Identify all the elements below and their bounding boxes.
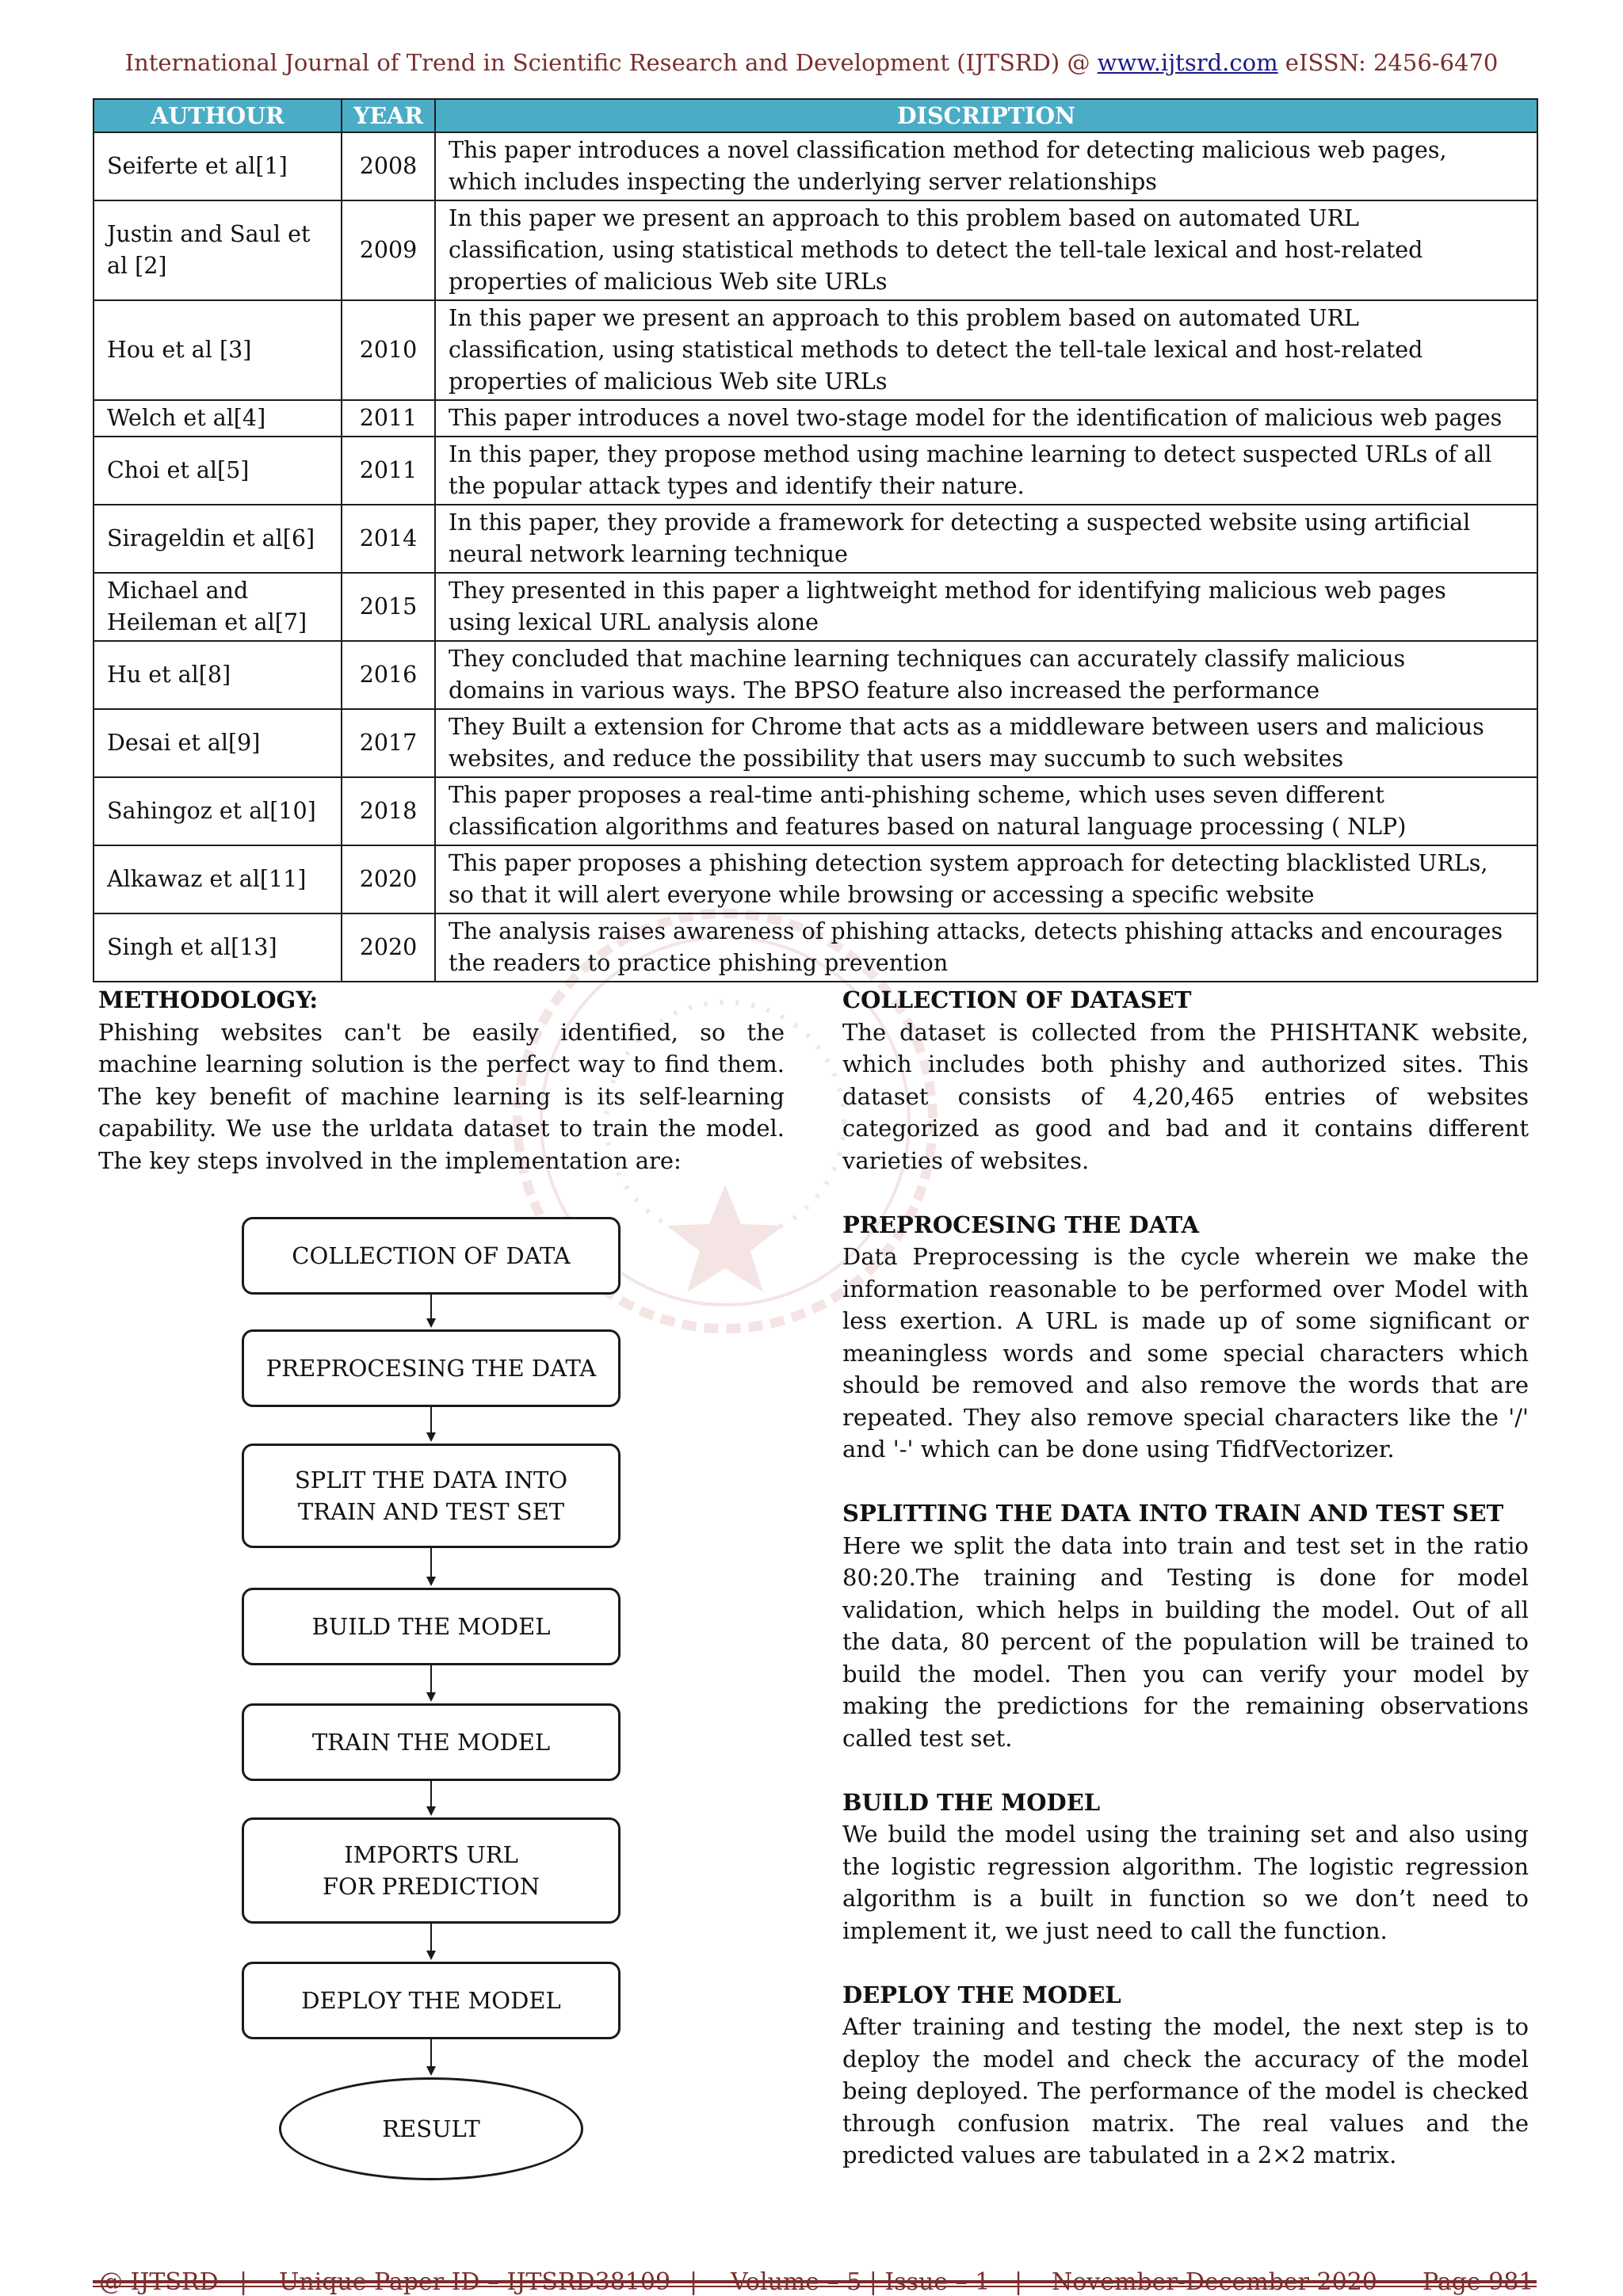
col-header-author: AUTHOUR [94, 99, 342, 132]
description-line: neural network learning technique [449, 541, 848, 567]
flow-arrow [426, 1924, 436, 1960]
cell-author: Justin and Saul et al [2] [94, 200, 342, 300]
cell-year: 2008 [342, 132, 435, 200]
description-line: classification algorithms and features based on natural language processing ( NLP) [449, 814, 1407, 840]
cell-description [435, 845, 1537, 913]
journal-link[interactable]: www.ijtsrd.com [1097, 49, 1278, 76]
description-line: properties of malicious Web site URLs [449, 269, 888, 295]
description-line: The analysis raises awareness of phishing attacks, detects phishing attacks and encourages [449, 918, 1503, 944]
cell-author: Seiferte et al[1] [94, 132, 342, 200]
cell-description [435, 913, 1537, 982]
section-gap [842, 1754, 1529, 1787]
cell-author: Desai et al[9] [94, 709, 342, 777]
cell-year: 2011 [342, 437, 435, 505]
footer-separator: | [689, 2268, 698, 2296]
description-line: In this paper we present an approach to this problem based on automated URL [449, 205, 1359, 231]
description-line: This paper proposes a phishing detection system approach for detecting blacklisted URLs, [449, 850, 1488, 876]
section-heading: PREPROCESING THE DATA [842, 1211, 1199, 1238]
flow-step-train: TRAIN THE MODEL [242, 1703, 621, 1781]
section-heading: DEPLOY THE MODEL [842, 1981, 1121, 2008]
table-body [94, 132, 1537, 982]
col-header-description: DISCRIPTION [435, 99, 1537, 132]
description-line: properties of malicious Web site URLs [449, 368, 888, 395]
description-line: In this paper we present an approach to this problem based on automated URL [449, 305, 1359, 331]
description-line: which includes inspecting the underlying server relationships [449, 169, 1157, 195]
cell-description [435, 709, 1537, 777]
cell-author: Michael and Heileman et al[7] [94, 573, 342, 641]
description-line: They Built a extension for Chrome that acts as a middleware between users and malicious [449, 714, 1484, 740]
cell-year: 2020 [342, 845, 435, 913]
flow-arrow [426, 2039, 436, 2076]
table-row [94, 505, 1537, 573]
flow-arrow [426, 1781, 436, 1816]
flow-step-import-url: IMPORTS URL FOR PREDICTION [242, 1817, 621, 1924]
table-row [94, 709, 1537, 777]
description-line: This paper proposes a real-time anti-phishing scheme, which uses seven different [449, 782, 1384, 808]
section-heading: COLLECTION OF DATASET [842, 986, 1192, 1013]
cell-description [435, 437, 1537, 505]
cell-description [435, 300, 1537, 400]
flow-step-build: BUILD THE MODEL [242, 1588, 621, 1665]
flow-arrow [426, 1548, 436, 1586]
cell-description [435, 777, 1537, 845]
description-line: They presented in this paper a lightweight method for identifying malicious web pages [449, 578, 1446, 604]
cell-author: Alkawaz et al[11] [94, 845, 342, 913]
cell-author: Hou et al [3] [94, 300, 342, 400]
cell-year: 2010 [342, 300, 435, 400]
table-row [94, 200, 1537, 300]
journal-name: International Journal of Trend in Scientific Research and Development (IJTSRD) @ [124, 49, 1098, 76]
table-row [94, 573, 1537, 641]
cell-description [435, 505, 1537, 573]
table-row [94, 300, 1537, 400]
cell-year: 2009 [342, 200, 435, 300]
table-row [94, 913, 1537, 982]
journal-header [0, 49, 1623, 76]
flow-step-collection: COLLECTION OF DATA [242, 1217, 621, 1295]
footer-separator: | [239, 2268, 248, 2296]
methodology-block [98, 984, 785, 1177]
cell-author: Hu et al[8] [94, 641, 342, 709]
cell-author: Welch et al[4] [94, 400, 342, 437]
cell-year: 2011 [342, 400, 435, 437]
cell-year: 2015 [342, 573, 435, 641]
description-line: In this paper, they provide a framework for detecting a suspected website using artificial [449, 509, 1471, 536]
cell-year: 2014 [342, 505, 435, 573]
section-text: We build the model using the training set and also using the logistic regression algorithm. The logistic regression algorithm is a built in function so we don’t need to implement it, we just need to call the function. [842, 1821, 1529, 1944]
cell-author: Choi et al[5] [94, 437, 342, 505]
section-gap [842, 1947, 1529, 1979]
section-text: The dataset is collected from the PHISHTANK website, which includes both phishy and authorized sites. This dataset consists of 4,20,465 entries of websites categorized as good and bad and it contains different varieties of websites. [842, 1018, 1529, 1174]
description-line: websites, and reduce the possibility that users may succumb to such websites [449, 746, 1344, 772]
footer-publisher-label: @ IJTSRD [99, 2268, 219, 2296]
footer-date: November-December 2020 [1052, 2268, 1377, 2296]
cell-description [435, 400, 1537, 437]
table-row [94, 641, 1537, 709]
table-row [94, 132, 1537, 200]
flow-step-split: SPLIT THE DATA INTO TRAIN AND TEST SET [242, 1444, 621, 1548]
cell-author: Sahingoz et al[10] [94, 777, 342, 845]
footer-paper-id: Unique Paper ID – IJTSRD38109 [279, 2268, 671, 2296]
col-header-year: YEAR [342, 99, 435, 132]
section-text: Data Preprocessing is the cycle wherein we make the information reasonable to be performed over Model with less exertion. A URL is made up of some significant or meaningless words and some special characters which should be removed and also remove the words that are repeated. They also remove special characters like the '/' and '-' which can be done using TfidfVectorizer. [842, 1243, 1529, 1463]
section-heading: BUILD THE MODEL [842, 1788, 1101, 1816]
description-line: using lexical URL analysis alone [449, 609, 819, 635]
description-line: so that it will alert everyone while browsing or accessing a specific website [449, 882, 1315, 908]
methodology-heading: METHODOLOGY: [98, 986, 319, 1013]
description-line: the readers to practice phishing prevention [449, 950, 949, 976]
section-text: After training and testing the model, the next step is to deploy the model and check the accuracy of the model being deployed. The performance of the model is checked through confusion matrix. The real values and the predicted values are tabulated in a 2×2 matrix. [842, 2013, 1529, 2168]
table-row [94, 400, 1537, 437]
cell-description [435, 132, 1537, 200]
table-header-row [94, 99, 1537, 132]
cell-description [435, 641, 1537, 709]
footer-volume: Volume – 5 | Issue – 1 [731, 2268, 991, 2296]
cell-year: 2020 [342, 913, 435, 982]
cell-author: Singh et al[13] [94, 913, 342, 982]
table-row [94, 777, 1537, 845]
flow-step-deploy: DEPLOY THE MODEL [242, 1962, 621, 2039]
section-gap [842, 1177, 1529, 1209]
cell-year: 2017 [342, 709, 435, 777]
journal-issn: eISSN: 2456-6470 [1277, 49, 1499, 76]
description-line: This paper introduces a novel classification method for detecting malicious web pages, [449, 137, 1447, 163]
flow-arrow [426, 1665, 436, 1702]
table-row [94, 437, 1537, 505]
flow-end-result: RESULT [279, 2077, 583, 2180]
cell-description [435, 200, 1537, 300]
methodology-text: Phishing websites can't be easily identified, so the machine learning solution is the perfect way to find them. The key benefit of machine learning is its self-learning capability. We use the urldata dataset to train the model. The key steps involved in the implementation are: [98, 1018, 785, 1174]
footer-separator: | [1014, 2268, 1023, 2296]
description-line: classification, using statistical methods to detect the tell-tale lexical and host-related [449, 337, 1423, 363]
table-row [94, 845, 1537, 913]
footer-line [0, 2268, 1623, 2296]
cell-author: Sirageldin et al[6] [94, 505, 342, 573]
description-line: They concluded that machine learning techniques can accurately classify malicious [449, 646, 1406, 672]
description-line: classification, using statistical methods to detect the tell-tale lexical and host-related [449, 237, 1423, 263]
description-line: domains in various ways. The BPSO feature also increased the performance [449, 677, 1320, 704]
cell-description [435, 573, 1537, 641]
flow-arrow [426, 1407, 436, 1442]
right-column [842, 984, 1529, 2172]
section-text: Here we split the data into train and test set in the ratio 80:20.The training and Testing is done for model validation, which helps in building the model. Out of all the data, 80 percent of the population will be trained to build the model. Then you can verify your model by making the predictions for the remaining observations called test set. [842, 1531, 1529, 1752]
description-line: In this paper, they propose method using machine learning to detect suspected URLs of all [449, 441, 1492, 467]
literature-table [93, 98, 1538, 982]
flow-step-preprocessing: PREPROCESING THE DATA [242, 1329, 621, 1407]
description-line: the popular attack types and identify their nature. [449, 473, 1025, 499]
cell-year: 2016 [342, 641, 435, 709]
section-heading: SPLITTING THE DATA INTO TRAIN AND TEST SET [842, 1500, 1504, 1527]
section-gap [842, 1466, 1529, 1498]
cell-year: 2018 [342, 777, 435, 845]
flow-arrow [426, 1295, 436, 1328]
description-line: This paper introduces a novel two-stage model for the identification of malicious web pages [449, 405, 1503, 431]
footer-page: Page 981 [1423, 2268, 1534, 2296]
